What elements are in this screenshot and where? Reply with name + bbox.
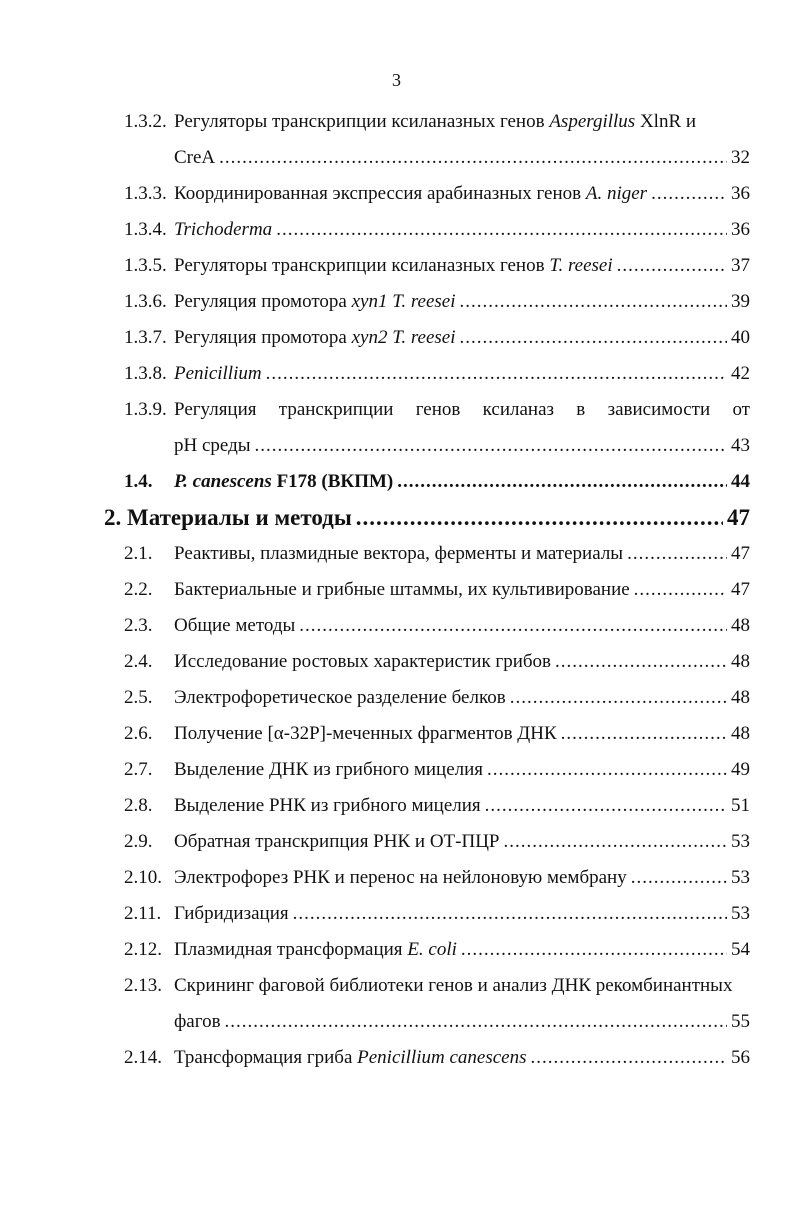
title-word: от (732, 399, 750, 420)
toc-entry (124, 687, 750, 723)
page-ref: 40 (731, 327, 750, 348)
toc-entry (124, 363, 750, 399)
title-italic: Trichoderma (174, 219, 273, 240)
title-word: транскрипции (278, 399, 394, 420)
entry-number: 1.4. (124, 471, 153, 492)
page-ref: 47 (727, 505, 750, 530)
toc-entry (174, 147, 750, 183)
page-ref: 51 (731, 795, 750, 816)
title-text: Исследование ростовых характеристик грибов (174, 651, 552, 672)
title-text: Гибридизация (174, 903, 289, 924)
entry-number: 2.7. (124, 759, 153, 780)
title-italic: xyn1 T. reesei (351, 291, 456, 312)
page-ref: 47 (731, 579, 750, 600)
toc-entry (124, 651, 750, 687)
toc-entry (174, 1011, 750, 1047)
dot-leader (461, 939, 727, 961)
toc-entry (124, 399, 750, 435)
entry-title-continued: pH среды (174, 435, 251, 456)
dot-leader (356, 507, 723, 529)
dot-leader (219, 147, 727, 169)
title-italic: xyn2 T. reesei (351, 327, 456, 348)
title-text-after: XlnR и (635, 111, 697, 132)
entry-title (174, 975, 732, 997)
page-ref: 49 (731, 759, 750, 780)
toc-entry (124, 255, 750, 291)
toc-line (124, 1047, 750, 1069)
entry-title (174, 795, 481, 817)
dot-leader (555, 651, 727, 673)
toc-entry (124, 543, 750, 579)
dot-leader (255, 435, 727, 457)
title-text: Электрофоретическое разделение белков (174, 687, 506, 708)
title-text: Плазмидная трансформация (174, 939, 408, 960)
title-text: Регуляторы транскрипции ксиланазных генов (174, 255, 550, 276)
title-text: Регуляторы транскрипции ксиланазных генов (174, 111, 550, 132)
page-ref: 43 (731, 435, 750, 456)
entry-number: 2.11. (124, 903, 162, 924)
page-ref: 48 (731, 651, 750, 672)
toc-entry (124, 903, 750, 939)
title-word: зависимости (607, 399, 711, 420)
entry-title (174, 471, 393, 493)
toc-entry (124, 867, 750, 903)
dot-leader (627, 543, 727, 565)
dot-leader (397, 471, 727, 493)
toc-line (124, 327, 750, 349)
entry-number: 2.4. (124, 651, 153, 672)
page-ref: 55 (731, 1011, 750, 1032)
entry-number: 2.5. (124, 687, 153, 708)
entry-title (174, 651, 551, 673)
title-word: ксиланаз (482, 399, 555, 420)
toc-line (124, 471, 750, 493)
title-text: Электрофорез РНК и перенос на нейлоновую мембрану (174, 867, 627, 888)
toc-entry (124, 471, 750, 507)
title-text: Общие методы (174, 615, 296, 636)
page-ref: 42 (731, 363, 750, 384)
title-word: генов (415, 399, 461, 420)
page-ref: 53 (731, 831, 750, 852)
toc-line (124, 291, 750, 313)
page-ref: 47 (731, 543, 750, 564)
page-ref: 37 (731, 255, 750, 276)
toc-line (174, 435, 750, 457)
entry-number: 2.14. (124, 1047, 162, 1068)
entry-title (174, 327, 456, 349)
dot-leader (531, 1047, 728, 1069)
title-text: Обратная транскрипция РНК и ОТ-ПЦР (174, 831, 500, 852)
title-italic: Aspergillus (549, 111, 636, 132)
entry-title (174, 363, 262, 385)
title-italic: A. niger (585, 183, 648, 204)
entry-title (174, 615, 295, 637)
toc-line (124, 399, 750, 421)
title-text: Регуляция промотора (174, 291, 352, 312)
toc-entry (124, 723, 750, 759)
toc-line (124, 255, 750, 277)
dot-leader (225, 1011, 727, 1033)
entry-title (174, 399, 750, 421)
entry-number: 1.3.4. (124, 219, 167, 240)
entry-title (174, 219, 272, 241)
toc-entry (124, 615, 750, 651)
toc-line (174, 1011, 750, 1033)
title-text: Регуляция промотора (174, 327, 352, 348)
dot-leader (276, 219, 727, 241)
toc-entry (124, 327, 750, 363)
toc-entry (174, 435, 750, 471)
entry-number: 2.6. (124, 723, 153, 744)
toc-line (124, 615, 750, 637)
dot-leader (561, 723, 727, 745)
title-text: Трансформация гриба (174, 1047, 358, 1068)
dot-leader (487, 759, 727, 781)
page-ref: 54 (731, 939, 750, 960)
toc-chapter-heading (104, 507, 750, 543)
toc-line (124, 903, 750, 925)
entry-number: 2.10. (124, 867, 162, 888)
title-word: в (576, 399, 586, 420)
toc-entry (124, 795, 750, 831)
toc-entry (124, 759, 750, 795)
entry-number: 1.3.7. (124, 327, 167, 348)
toc-entry (124, 975, 750, 1011)
entry-title (174, 291, 456, 313)
page-ref: 56 (731, 1047, 750, 1068)
toc-line (124, 687, 750, 709)
toc-entry (124, 219, 750, 255)
page-ref: 32 (731, 147, 750, 168)
toc-line (124, 975, 750, 997)
entry-title (174, 831, 499, 853)
toc-line (124, 219, 750, 241)
toc-entry (124, 939, 750, 975)
chapter-title: 2. Материалы и методы (104, 505, 352, 530)
dot-leader (299, 615, 727, 637)
toc-line (124, 579, 750, 601)
dot-leader (266, 363, 727, 385)
toc-line (124, 651, 750, 673)
toc-entry (124, 111, 750, 147)
page-ref: 36 (731, 183, 750, 204)
entry-number: 2.2. (124, 579, 153, 600)
dot-leader (617, 255, 727, 277)
dot-leader (485, 795, 727, 817)
entry-title (174, 723, 557, 745)
toc-line (124, 795, 750, 817)
page-ref: 48 (731, 687, 750, 708)
toc-line (124, 867, 750, 889)
dot-leader (651, 183, 727, 205)
page-ref: 39 (731, 291, 750, 312)
title-text: Выделение РНК из грибного мицелия (174, 795, 481, 816)
entry-title (174, 903, 289, 925)
page-number: 3 (392, 70, 401, 90)
entry-number: 2.8. (124, 795, 153, 816)
entry-title-continued: CreA (174, 147, 216, 168)
entry-title (174, 759, 483, 781)
entry-title (174, 687, 506, 709)
dot-leader (460, 327, 727, 349)
toc-line (124, 723, 750, 745)
page-ref: 53 (731, 867, 750, 888)
toc-line (124, 183, 750, 205)
entry-number: 2.1. (124, 543, 153, 564)
entry-number: 1.3.3. (124, 183, 167, 204)
toc-entry (124, 579, 750, 615)
entry-title (174, 183, 647, 205)
toc-line (104, 507, 750, 529)
page-ref: 44 (731, 471, 750, 492)
entry-title (174, 543, 623, 565)
page-ref: 48 (731, 723, 750, 744)
dot-leader (634, 579, 727, 601)
entry-number: 1.3.6. (124, 291, 167, 312)
page-ref: 53 (731, 903, 750, 924)
toc-line (124, 111, 750, 133)
title-text: Реактивы, плазмидные вектора, ферменты и материалы (174, 543, 624, 564)
title-italic: Penicillium canescens (357, 1047, 527, 1068)
title-word: Регуляция (174, 399, 257, 420)
dot-leader (503, 831, 727, 853)
toc-entry (124, 831, 750, 867)
entry-title (174, 867, 627, 889)
toc-entry (124, 291, 750, 327)
toc-entry (124, 183, 750, 219)
toc-line (124, 363, 750, 385)
toc-line (124, 939, 750, 961)
entry-title (174, 1047, 527, 1069)
entry-number: 1.3.5. (124, 255, 167, 276)
entry-number: 2.3. (124, 615, 153, 636)
toc-entry (124, 1047, 750, 1083)
entry-title (174, 579, 630, 601)
title-italic: Penicillium (174, 363, 262, 384)
entry-number: 2.9. (124, 831, 153, 852)
entry-number: 1.3.2. (124, 111, 167, 132)
title-text: Бактериальные и грибные штаммы, их культивирование (174, 579, 630, 600)
entry-number: 1.3.9. (124, 399, 167, 420)
entry-number: 1.3.8. (124, 363, 167, 384)
title-italic: T. reesei (549, 255, 613, 276)
entry-title (174, 939, 457, 961)
title-text: Получение [α-32P]-меченных фрагментов ДНК (174, 723, 557, 744)
toc-line (124, 759, 750, 781)
title-italic: E. coli (407, 939, 457, 960)
entry-title (174, 255, 613, 277)
dot-leader (293, 903, 727, 925)
entry-title (174, 111, 696, 133)
page-ref: 36 (731, 219, 750, 240)
title-text: Координированная экспрессия арабиназных генов (174, 183, 586, 204)
title-text: Выделение ДНК из грибного мицелия (174, 759, 484, 780)
title-italic: P. canescens (174, 471, 272, 492)
dot-leader (631, 867, 727, 889)
title-text: Скрининг фаговой библиотеки генов и анализ ДНК рекомбинантных (174, 975, 733, 996)
entry-number: 2.13. (124, 975, 162, 996)
entry-title-continued: фагов (174, 1011, 221, 1032)
page-ref: 48 (731, 615, 750, 636)
toc-line (124, 543, 750, 565)
toc-line (124, 831, 750, 853)
title-text-after: F178 (ВКПМ) (271, 471, 394, 492)
entry-number: 2.12. (124, 939, 162, 960)
toc-line (174, 147, 750, 169)
dot-leader (460, 291, 727, 313)
dot-leader (510, 687, 727, 709)
